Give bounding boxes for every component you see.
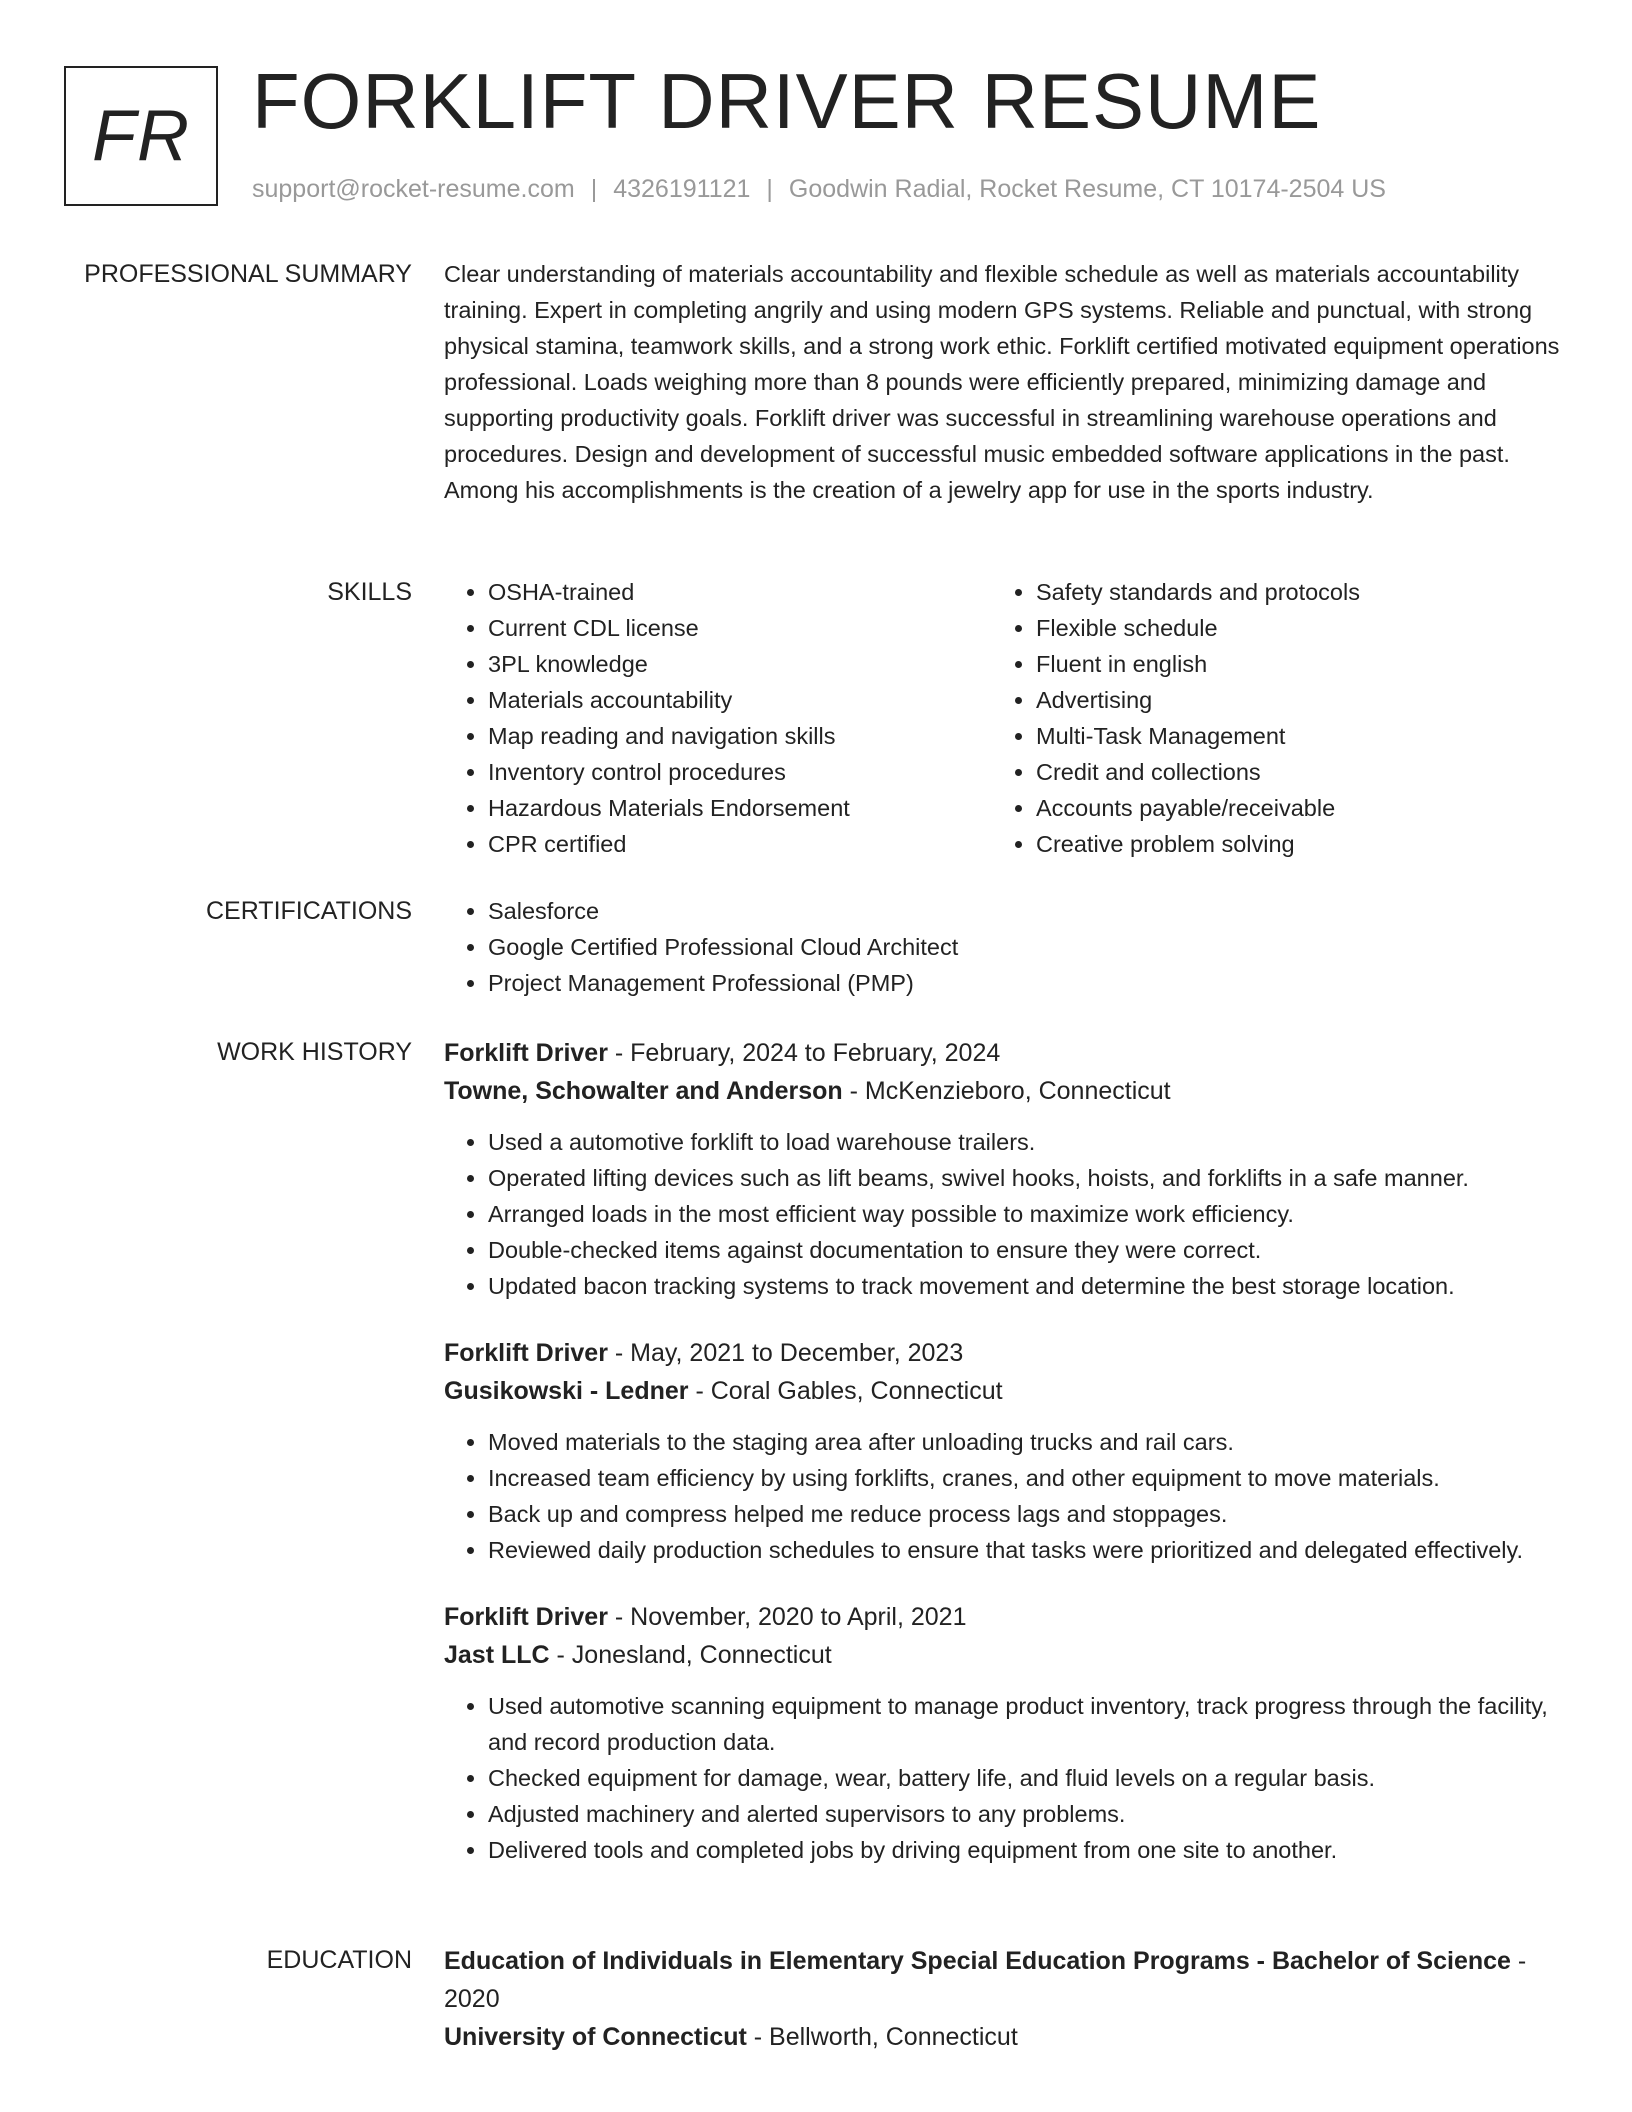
- summary-text: Clear understanding of materials accountability and flexible schedule as well as materials accountability training. Expert in completing angrily and using modern GPS systems. Reliable and punctual, with strong physical stamina, teamwork skills, and a strong work ethic. Forklift certified motivated equipment operations professional. Loads weighing more than 8 pounds were efficiently prepared, minimizing damage and supporting productivity goals. Forklift driver was successful in streamlining warehouse operations and procedures. Design and development of successful music embedded software applications in the past. Among his accomplishments is the creation of a jewelry app for use in the sports industry.: [444, 261, 1560, 503]
- job-location: - McKenzieboro, Connecticut: [842, 1077, 1171, 1105]
- job-bullet: • Double-checked items against documentation to ensure they were correct.: [488, 1232, 1564, 1268]
- skill-item: • 3PL knowledge: [488, 646, 992, 682]
- skill-item: • Multi-Task Management: [1036, 718, 1540, 754]
- job-location: - Coral Gables, Connecticut: [688, 1377, 1003, 1405]
- job-title-line: [444, 1598, 1564, 1636]
- certifications-content: [444, 893, 1564, 1001]
- section-label-summary: PROFESSIONAL SUMMARY: [84, 260, 412, 288]
- job-bullet: • Checked equipment for damage, wear, battery life, and fluid levels on a regular basis.: [488, 1760, 1564, 1796]
- skill-item: • Current CDL license: [488, 610, 992, 646]
- certification-item: • Salesforce: [488, 893, 1564, 929]
- job-bullet: • Arranged loads in the most efficient way possible to maximize work efficiency.: [488, 1196, 1564, 1232]
- work-content: [444, 1034, 1564, 1868]
- skill-item: • Hazardous Materials Endorsement: [488, 790, 992, 826]
- job-bullet: • Moved materials to the staging area after unloading trucks and rail cars.: [488, 1424, 1564, 1460]
- certification-item: • Google Certified Professional Cloud Architect: [488, 929, 1564, 965]
- job-bullets: [444, 1424, 1564, 1568]
- education-degree-line: [444, 1942, 1564, 2018]
- job-bullet: • Increased team efficiency by using forklifts, cranes, and other equipment to move materials.: [488, 1460, 1564, 1496]
- job-dates: - February, 2024 to February, 2024: [607, 1039, 1001, 1067]
- job-entry: [444, 1334, 1564, 1568]
- job-dates: - November, 2020 to April, 2021: [607, 1603, 967, 1631]
- contact-separator: |: [766, 175, 773, 203]
- job-bullet: • Used automotive scanning equipment to manage product inventory, track progress through the facility, and record production data.: [488, 1688, 1564, 1760]
- job-bullet: • Delivered tools and completed jobs by driving equipment from one site to another.: [488, 1832, 1564, 1868]
- section-label-education: EDUCATION: [266, 1946, 412, 1974]
- monogram-text: FR: [92, 96, 190, 176]
- job-bullets: [444, 1688, 1564, 1868]
- skill-item: • Inventory control procedures: [488, 754, 992, 790]
- job-company-line: [444, 1636, 1564, 1674]
- job-bullet: • Back up and compress helped me reduce process lags and stoppages.: [488, 1496, 1564, 1532]
- education-content: [444, 1942, 1564, 2056]
- section-label-work: WORK HISTORY: [217, 1038, 412, 1066]
- job-company-line: [444, 1072, 1564, 1110]
- job-title-line: [444, 1334, 1564, 1372]
- skill-item: • Advertising: [1036, 682, 1540, 718]
- education-year: - 2020: [444, 1947, 1527, 2013]
- education-school-line: [444, 2018, 1564, 2056]
- contact-address: Goodwin Radial, Rocket Resume, CT 10174-2504 US: [788, 175, 1386, 203]
- job-company: Jast LLC: [444, 1641, 550, 1669]
- certification-item: • Project Management Professional (PMP): [488, 965, 1564, 1001]
- skill-item: • Creative problem solving: [1036, 826, 1540, 862]
- skills-list-left: [444, 574, 992, 862]
- education-location: - Bellworth, Connecticut: [746, 2023, 1018, 2051]
- job-bullet: • Used a automotive forklift to load warehouse trailers.: [488, 1124, 1564, 1160]
- contact-phone[interactable]: 4326191121: [613, 175, 751, 203]
- job-title: Forklift Driver: [444, 1603, 608, 1631]
- skill-item: • Map reading and navigation skills: [488, 718, 992, 754]
- job-bullets: [444, 1124, 1564, 1304]
- job-bullet: • Operated lifting devices such as lift beams, swivel hooks, hoists, and forklifts in a safe manner.: [488, 1160, 1564, 1196]
- skill-item: • Flexible schedule: [1036, 610, 1540, 646]
- education-school: University of Connecticut: [444, 2023, 747, 2051]
- skill-item: • Credit and collections: [1036, 754, 1540, 790]
- section-label-certifications: CERTIFICATIONS: [205, 897, 412, 925]
- job-bullet: • Updated bacon tracking systems to track movement and determine the best storage location.: [488, 1268, 1564, 1304]
- skill-item: • Accounts payable/receivable: [1036, 790, 1540, 826]
- skill-item: • CPR certified: [488, 826, 992, 862]
- skill-item: • Fluent in english: [1036, 646, 1540, 682]
- skill-item: • Materials accountability: [488, 682, 992, 718]
- contact-line: [252, 174, 1386, 204]
- job-location: - Jonesland, Connecticut: [549, 1641, 832, 1669]
- skills-list-right: [992, 574, 1540, 862]
- resume-title: FORKLIFT DRIVER RESUME: [252, 57, 1322, 145]
- job-entry: [444, 1598, 1564, 1868]
- job-bullet: • Reviewed daily production schedules to ensure that tasks were prioritized and delegated effectively.: [488, 1532, 1564, 1568]
- summary-content: [444, 256, 1564, 508]
- skills-content: [444, 574, 1564, 862]
- education-degree: Education of Individuals in Elementary Special Education Programs - Bachelor of Science: [444, 1947, 1511, 1975]
- contact-separator: |: [590, 175, 598, 203]
- job-entry: [444, 1034, 1564, 1304]
- job-title: Forklift Driver: [444, 1039, 608, 1067]
- job-dates: - May, 2021 to December, 2023: [607, 1339, 964, 1367]
- skill-item: • OSHA-trained: [488, 574, 992, 610]
- job-company: Gusikowski - Ledner: [444, 1377, 689, 1405]
- certifications-list: [444, 893, 1564, 1001]
- job-title: Forklift Driver: [444, 1339, 608, 1367]
- contact-email[interactable]: support@rocket-resume.com: [252, 175, 575, 203]
- job-title-line: [444, 1034, 1564, 1072]
- section-label-skills: SKILLS: [327, 578, 412, 606]
- monogram-badge: [64, 66, 218, 206]
- job-company-line: [444, 1372, 1564, 1410]
- job-bullet: • Adjusted machinery and alerted supervisors to any problems.: [488, 1796, 1564, 1832]
- job-company: Towne, Schowalter and Anderson: [444, 1077, 843, 1105]
- skill-item: • Safety standards and protocols: [1036, 574, 1540, 610]
